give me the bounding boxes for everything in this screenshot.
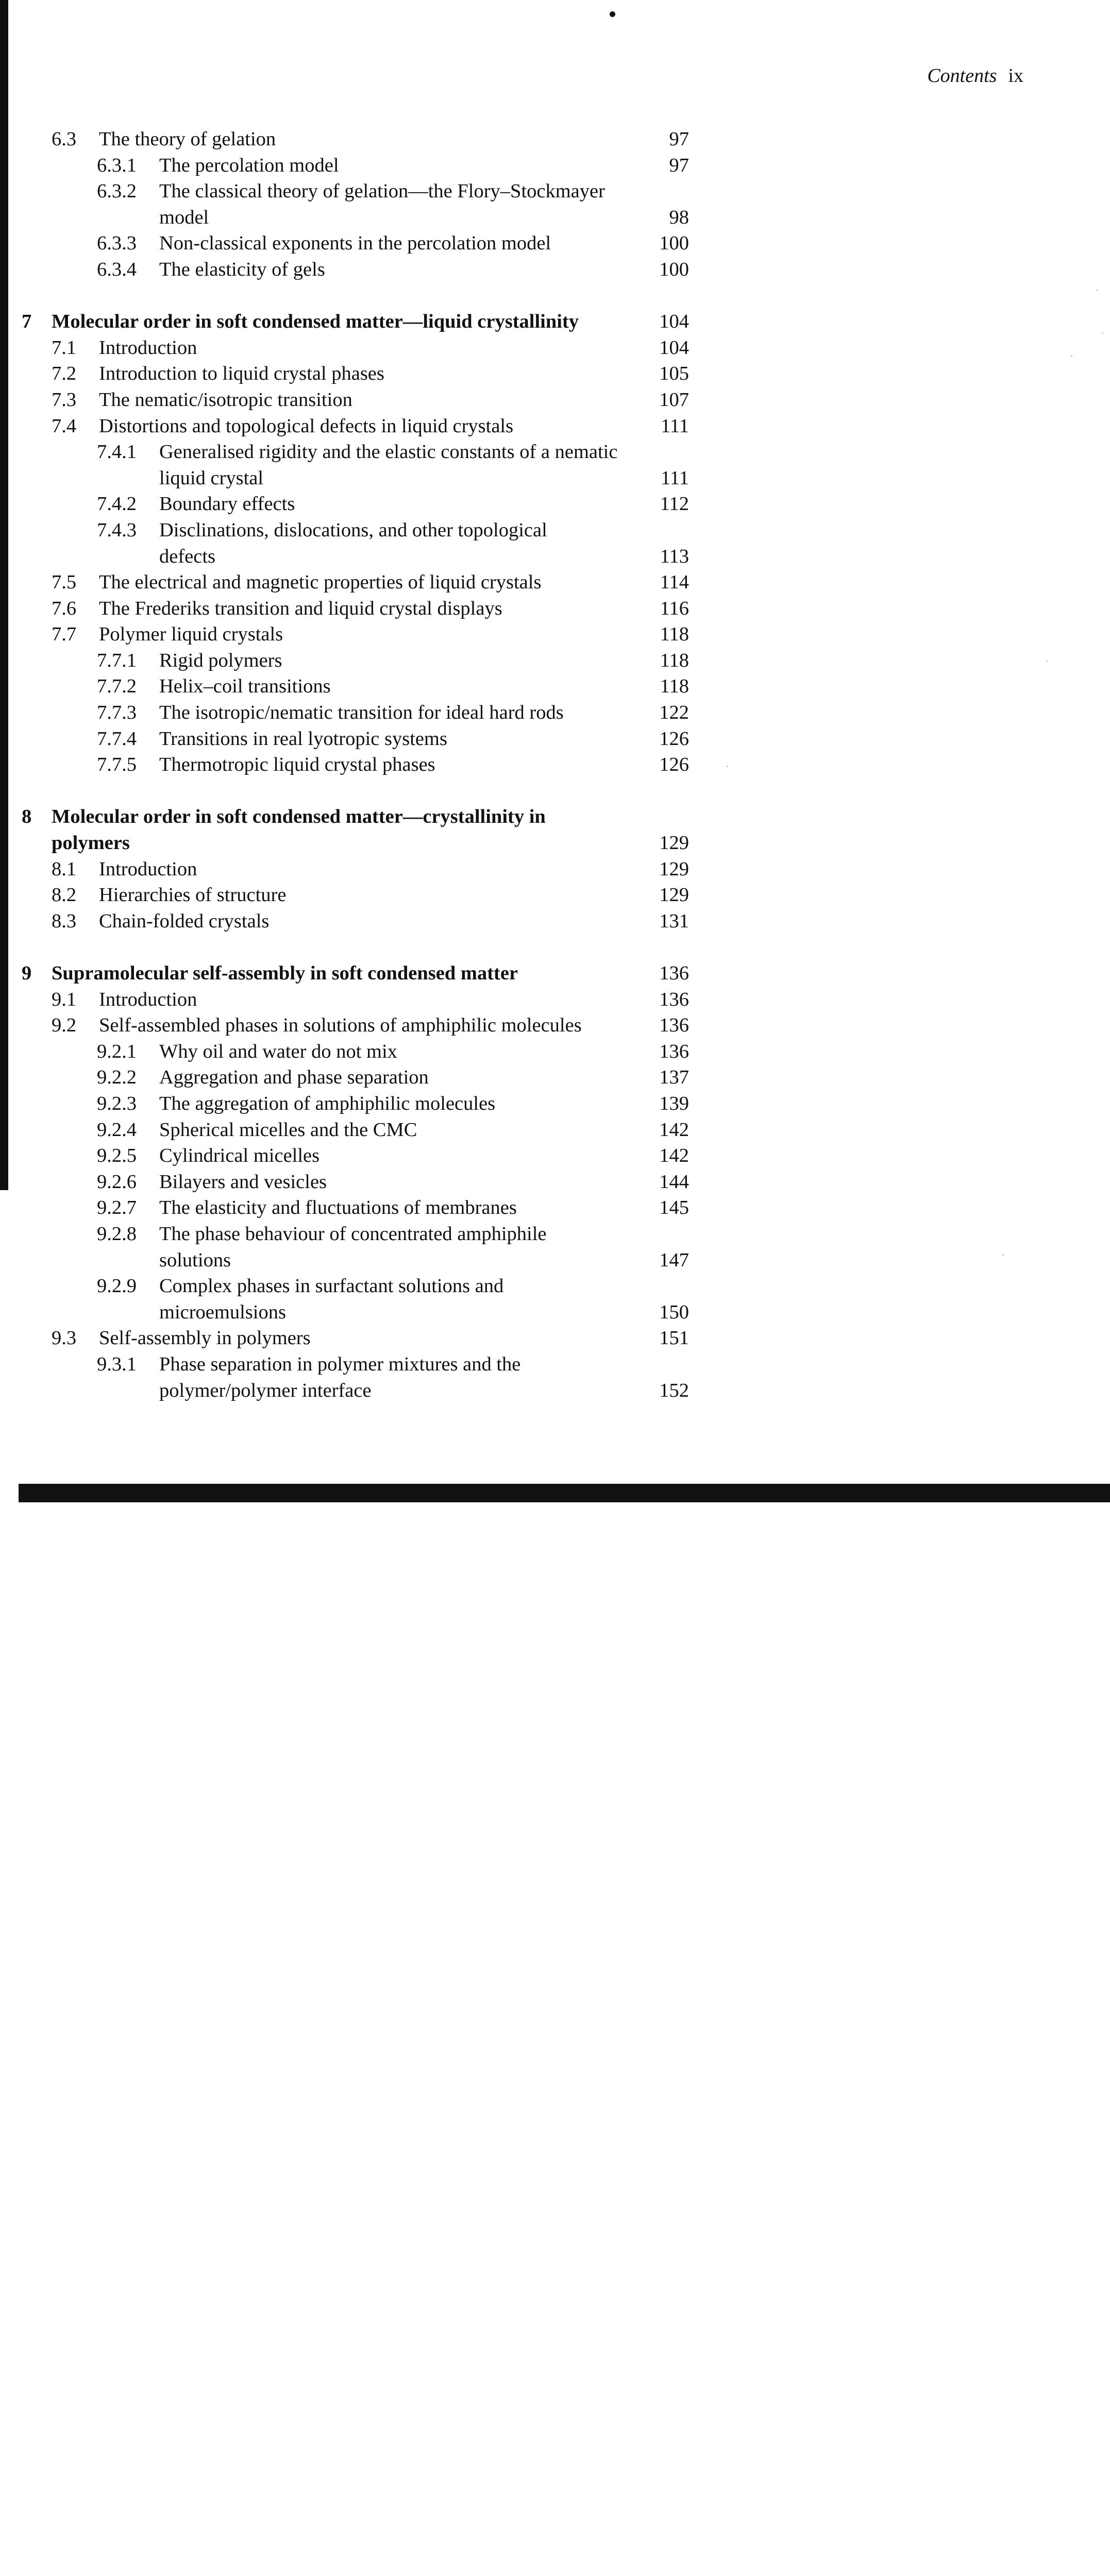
toc-entry-row: [0, 726, 721, 752]
scan-speck: [727, 766, 728, 767]
toc-entry-page: 129: [659, 832, 689, 854]
toc-entry-title: defects: [159, 545, 216, 567]
toc-entry-number: 7.6: [52, 597, 77, 619]
toc-entry-row: [0, 230, 721, 257]
scan-speck: [1097, 290, 1098, 291]
toc-entry-row: [0, 178, 721, 205]
toc-entry-row: [0, 1325, 721, 1351]
table-of-contents: [0, 126, 721, 1403]
toc-entry-title: Introduction to liquid crystal phases: [99, 363, 384, 385]
toc-entry-title: The percolation model: [159, 154, 339, 176]
toc-entry-number: 9: [22, 962, 32, 984]
toc-entry-title: The aggregation of amphiphilic molecules: [159, 1092, 496, 1114]
scan-speck: [1046, 660, 1048, 662]
toc-entry-page: 112: [660, 493, 689, 515]
toc-entry-title: The elasticity and fluctuations of membranes: [159, 1197, 517, 1219]
toc-entry-page: 136: [659, 988, 689, 1010]
toc-entry-page: 129: [659, 884, 689, 906]
toc-entry-number: 9.2: [52, 1014, 77, 1037]
toc-entry-number: 9.2.7: [97, 1197, 137, 1219]
toc-entry-page: 152: [659, 1379, 689, 1401]
toc-entry-row: [0, 205, 721, 231]
toc-entry-row: [0, 700, 721, 726]
toc-entry-title: The elasticity of gels: [159, 258, 325, 280]
toc-entry-page: 107: [659, 388, 689, 411]
toc-entry-page: 105: [659, 363, 689, 385]
toc-entry-title: Introduction: [99, 336, 197, 359]
toc-entry-page: 111: [661, 467, 689, 489]
toc-entry-row: [0, 621, 721, 648]
toc-entry-number: 7.4.2: [97, 493, 137, 515]
toc-entry-row: [0, 1221, 721, 1247]
toc-entry-page: 118: [660, 649, 689, 671]
toc-entry-row: [0, 856, 721, 883]
toc-entry-title: Chain-folded crystals: [99, 910, 270, 932]
toc-entry-title: Supramolecular self-assembly in soft condensed matter: [52, 962, 518, 984]
toc-entry-page: 136: [659, 962, 689, 984]
toc-entry-row: [0, 152, 721, 179]
toc-entry-title: The electrical and magnetic properties of liquid crystals: [99, 571, 542, 594]
toc-entry-number: 6.3: [52, 128, 77, 150]
toc-entry-row: [0, 569, 721, 596]
toc-entry-number: 6.3.4: [97, 258, 137, 280]
toc-entry-page: 118: [660, 675, 689, 698]
toc-entry-page: 139: [659, 1092, 689, 1114]
toc-entry-page: 104: [659, 336, 689, 359]
toc-entry-row: [0, 673, 721, 700]
toc-entry-title: The Frederiks transition and liquid crystal displays: [99, 597, 502, 619]
toc-entry-row: [0, 465, 721, 492]
toc-entry-page: 97: [669, 154, 689, 176]
toc-chapter-row: [0, 309, 721, 335]
toc-entry-number: 9.2.5: [97, 1145, 137, 1167]
toc-entry-title: Non-classical exponents in the percolation model: [159, 232, 551, 255]
toc-entry-page: 118: [660, 623, 689, 646]
toc-entry-title: The classical theory of gelation—the Flory–Stockmayer: [159, 180, 605, 202]
toc-entry-number: 8: [22, 806, 32, 828]
toc-entry-row: [0, 335, 721, 361]
toc-entry-title: The isotropic/nematic transition for ideal hard rods: [159, 702, 564, 724]
toc-entry-number: 7.7.5: [97, 754, 137, 776]
toc-entry-number: 7.4.1: [97, 441, 137, 463]
toc-entry-row: [0, 491, 721, 517]
toc-entry-page: 145: [659, 1197, 689, 1219]
toc-entry-page: 142: [659, 1145, 689, 1167]
toc-entry-title: Transitions in real lyotropic systems: [159, 727, 447, 750]
chapter-spacer: [0, 778, 721, 804]
toc-entry-title: Why oil and water do not mix: [159, 1040, 397, 1062]
toc-entry-row: [0, 387, 721, 413]
toc-entry-title: Rigid polymers: [159, 649, 282, 671]
toc-entry-page: 116: [660, 597, 689, 619]
toc-entry-title: Boundary effects: [159, 493, 295, 515]
toc-entry-title: polymer/polymer interface: [159, 1379, 372, 1401]
toc-entry-row: [0, 257, 721, 283]
toc-entry-row: [0, 648, 721, 674]
toc-entry-row: [0, 1273, 721, 1299]
toc-entry-row: [0, 908, 721, 935]
toc-entry-title: Phase separation in polymer mixtures and the: [159, 1353, 521, 1375]
toc-entry-row: [0, 1091, 721, 1117]
toc-chapter-row: [0, 830, 721, 856]
toc-entry-title: Cylindrical micelles: [159, 1145, 320, 1167]
toc-entry-page: 144: [659, 1171, 689, 1193]
toc-entry-row: [0, 544, 721, 570]
toc-entry-row: [0, 752, 721, 778]
toc-entry-number: 9.2.6: [97, 1171, 137, 1193]
toc-entry-title: The phase behaviour of concentrated amphiphile: [159, 1223, 547, 1245]
toc-entry-number: 9.2.4: [97, 1118, 137, 1141]
toc-entry-title: model: [159, 206, 209, 228]
toc-entry-row: [0, 1169, 721, 1195]
toc-entry-number: 9.2.8: [97, 1223, 137, 1245]
toc-entry-number: 7: [22, 311, 32, 333]
toc-entry-title: solutions: [159, 1249, 231, 1271]
toc-entry-row: [0, 126, 721, 152]
toc-entry-title: Self-assembly in polymers: [99, 1327, 311, 1349]
toc-entry-title: Molecular order in soft condensed matter—liquid crystallinity: [52, 311, 579, 333]
toc-entry-number: 7.3: [52, 388, 77, 411]
toc-entry-page: 100: [659, 232, 689, 255]
toc-entry-row: [0, 439, 721, 465]
toc-entry-page: 136: [659, 1014, 689, 1037]
toc-entry-title: polymers: [52, 832, 130, 854]
scan-dot: [610, 11, 615, 17]
toc-entry-number: 9.2.1: [97, 1040, 137, 1062]
toc-entry-row: [0, 1012, 721, 1039]
toc-entry-number: 7.7.3: [97, 702, 137, 724]
toc-entry-row: [0, 1195, 721, 1221]
toc-entry-number: 9.3: [52, 1327, 77, 1349]
toc-entry-page: 114: [660, 571, 689, 594]
toc-entry-title: Hierarchies of structure: [99, 884, 287, 906]
toc-entry-row: [0, 1143, 721, 1169]
toc-entry-row: [0, 1247, 721, 1274]
toc-entry-title: Helix–coil transitions: [159, 675, 331, 698]
toc-entry-number: 9.2.2: [97, 1066, 137, 1089]
toc-chapter-row: [0, 960, 721, 987]
toc-entry-title: The theory of gelation: [99, 128, 276, 150]
toc-entry-page: 97: [669, 128, 689, 150]
toc-entry-page: 126: [659, 754, 689, 776]
toc-entry-number: 7.2: [52, 363, 77, 385]
toc-entry-number: 9.1: [52, 988, 77, 1010]
toc-entry-page: 126: [659, 727, 689, 750]
toc-entry-title: Spherical micelles and the CMC: [159, 1118, 417, 1141]
toc-entry-row: [0, 1351, 721, 1378]
toc-entry-page: 113: [660, 545, 689, 567]
toc-entry-title: Molecular order in soft condensed matter—crystallinity in: [52, 806, 546, 828]
scan-speck: [1071, 355, 1072, 357]
toc-entry-row: [0, 1117, 721, 1143]
scan-speck: [1002, 1254, 1004, 1256]
toc-entry-page: 147: [659, 1249, 689, 1271]
toc-entry-page: 131: [659, 910, 689, 932]
toc-entry-page: 142: [659, 1118, 689, 1141]
toc-entry-number: 9.2.3: [97, 1092, 137, 1114]
toc-entry-number: 7.4.3: [97, 519, 137, 541]
toc-entry-number: 7.7.1: [97, 649, 137, 671]
toc-entry-title: The nematic/isotropic transition: [99, 388, 352, 411]
toc-entry-title: Self-assembled phases in solutions of amphiphilic molecules: [99, 1014, 582, 1037]
toc-entry-row: [0, 1378, 721, 1404]
scan-speck: [1102, 332, 1103, 334]
bottom-scan-bar: [19, 1484, 1110, 1502]
toc-entry-number: 6.3.2: [97, 180, 137, 202]
toc-entry-title: Distortions and topological defects in liquid crystals: [99, 415, 514, 437]
toc-entry-page: 100: [659, 258, 689, 280]
toc-chapter-row: [0, 804, 721, 830]
toc-entry-number: 9.3.1: [97, 1353, 137, 1375]
toc-entry-page: 137: [659, 1066, 689, 1089]
toc-entry-row: [0, 1064, 721, 1091]
toc-entry-page: 98: [669, 206, 689, 228]
toc-entry-number: 8.1: [52, 858, 77, 880]
toc-entry-number: 6.3.3: [97, 232, 137, 255]
toc-entry-number: 7.7.4: [97, 727, 137, 750]
toc-entry-title: Polymer liquid crystals: [99, 623, 283, 646]
toc-entry-title: Thermotropic liquid crystal phases: [159, 754, 435, 776]
toc-entry-page: 129: [659, 858, 689, 880]
toc-entry-number: 8.2: [52, 884, 77, 906]
toc-entry-number: 8.3: [52, 910, 77, 932]
toc-entry-title: microemulsions: [159, 1301, 286, 1323]
toc-entry-title: Disclinations, dislocations, and other topological: [159, 519, 547, 541]
toc-entry-page: 104: [659, 311, 689, 333]
toc-entry-row: [0, 596, 721, 622]
toc-entry-row: [0, 987, 721, 1013]
toc-entry-row: [0, 361, 721, 387]
toc-entry-row: [0, 413, 721, 439]
toc-entry-title: Introduction: [99, 858, 197, 880]
toc-entry-title: liquid crystal: [159, 467, 264, 489]
toc-entry-number: 7.1: [52, 336, 77, 359]
toc-entry-number: 7.7.2: [97, 675, 137, 698]
running-head-page-number: ix: [1008, 65, 1023, 87]
toc-entry-title: Generalised rigidity and the elastic constants of a nematic: [159, 441, 618, 463]
chapter-spacer: [0, 283, 721, 309]
toc-entry-number: 7.4: [52, 415, 77, 437]
toc-entry-page: 150: [659, 1301, 689, 1323]
toc-entry-row: [0, 517, 721, 544]
toc-entry-number: 7.7: [52, 623, 77, 646]
toc-entry-row: [0, 1299, 721, 1326]
toc-entry-title: Aggregation and phase separation: [159, 1066, 429, 1089]
toc-entry-page: 111: [661, 415, 689, 437]
toc-entry-title: Introduction: [99, 988, 197, 1010]
chapter-spacer: [0, 934, 721, 960]
toc-entry-number: 6.3.1: [97, 154, 137, 176]
toc-entry-row: [0, 882, 721, 908]
toc-entry-row: [0, 1039, 721, 1065]
running-head: [927, 64, 1023, 87]
toc-entry-page: 122: [659, 702, 689, 724]
toc-entry-page: 136: [659, 1040, 689, 1062]
toc-entry-page: 151: [659, 1327, 689, 1349]
running-head-title: Contents: [927, 65, 997, 87]
toc-entry-number: 9.2.9: [97, 1275, 137, 1297]
toc-entry-title: Bilayers and vesicles: [159, 1171, 327, 1193]
toc-entry-title: Complex phases in surfactant solutions and: [159, 1275, 504, 1297]
toc-entry-number: 7.5: [52, 571, 77, 594]
